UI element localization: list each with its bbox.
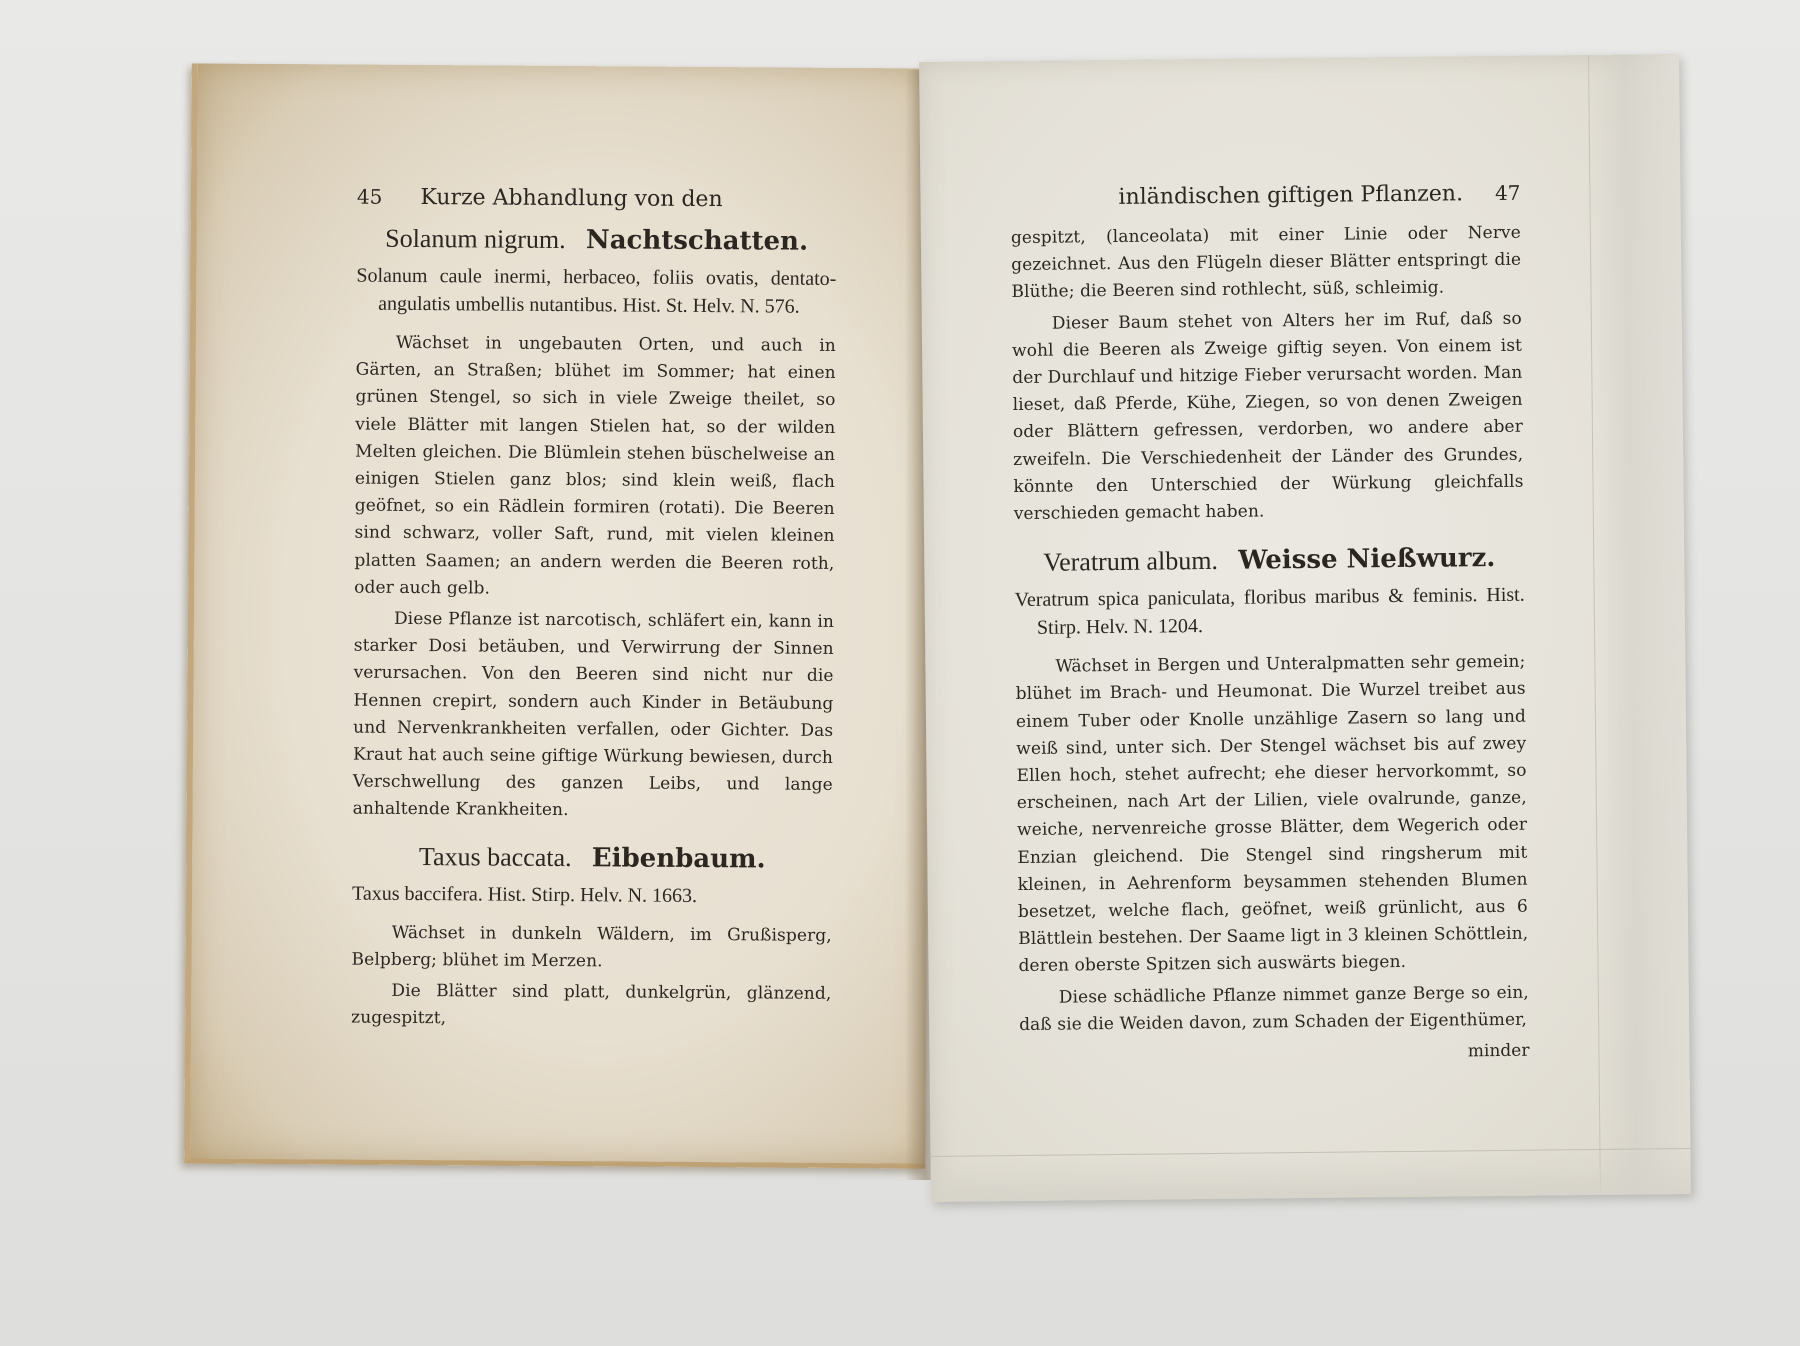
right-running-title: inländischen giftigen Pflanzen. (1118, 181, 1464, 210)
taxus-paragraph-1: Wächset in dunkeln Wäldern, im Grußisperg, Belpberg; blühet im Merzen. (351, 922, 832, 972)
veratrum-latin-name: Veratrum album. (1043, 546, 1219, 577)
taxus-continuation-paragraph: gespitzt, (lanceolata) mit einer Linie oder Nerve gezeichnet. Aus den Flügeln dieser Blätter entspringt die Blüthe; die Beeren sind rothlecht, süß, schleimig. (1010, 222, 1522, 303)
taxus-toxicity-paragraph: Dieser Baum stehet von Alters her im Ruf, daß so wohl die Beeren als Zweige giftig seyen. Von einem ist der Durchlauf und hitzige Fieber verursacht worden. Man lieset, daß Pferde, Kühe, Ziegen, so von denen Zweigen oder Blättern gefressen, verdorben, wo andere aber zweifeln. Die Verschiedenheit der Länder des Grundes, könnte den Unterschied der Würkung gleichfalls verschieden gemacht haben. (1011, 308, 1524, 525)
left-running-head (357, 185, 837, 213)
taxus-latin-name: Taxus baccata. (418, 841, 572, 872)
taxus-german-name: Eibenbaum. (591, 842, 766, 875)
taxus-paragraph-2: Die Blätter sind platt, dunkelgrün, glänzend, zugespitzt, (351, 980, 832, 1029)
veratrum-german-name: Weisse Nießwurz. (1238, 543, 1496, 576)
solanum-description: Solanum caule inermi, herbaceo, foliis ovatis, dentato-angulatis umbellis nutantibus. Hist. St. Helv. N. 576. (356, 264, 837, 318)
solanum-latin-name: Solanum nigrum. (385, 223, 566, 255)
right-catchword: minder (1467, 1040, 1530, 1062)
taxus-heading (352, 841, 832, 874)
solanum-paragraph-1: Wächset in ungebauten Orten, und auch in Gärten, an Straßen; blühet im Sommer; hat einen grünen Stengel, so sich in viele Zweige theilet, so viele Blätter mit langen Stielen hat, so der wilden Melten gleichen. Die Blümlein stehen büschelweise an einigen Stielen ganz blos; sind klein weiß, flach geöfnet, so ein Rädlein formiren (rotati). Die Beeren sind schwarz, voller Saft, rund, mit vielen kleinen platten Saamen; an andern werden die Beeren roth, oder auch gelb. (354, 332, 836, 599)
wrapper-fold-bottom (931, 1148, 1691, 1202)
solanum-paragraph-2: Diese Pflanze ist narcotisch, schläfert ein, kann in starker Dosi betäuben, und Verwirrung der Sinnen verursachen. Von den Beeren sind nicht nur die Hennen crepirt, sondern auch Kinder in Betäubung und Nervenkrankheiten verfallen, oder Gichter. Das Kraut hat auch seine giftige Würkung bewiesen, durch Verschwellung des ganzen Leibs, und lange anhaltende Krankheiten. (352, 608, 835, 821)
right-page-text (1010, 181, 1529, 1069)
left-page-text (351, 185, 837, 1040)
left-running-title: Kurze Abhandlung von den (420, 185, 723, 213)
wrapper-fold-right (1588, 54, 1691, 1195)
right-page-number: 47 (1494, 180, 1521, 205)
left-page-number: 45 (356, 184, 383, 209)
right-running-head (1010, 181, 1520, 211)
veratrum-heading (1014, 543, 1524, 578)
veratrum-description: Veratrum spica paniculata, floribus maribus & feminis. Hist. Stirp. Helv. N. 1204. (1014, 583, 1525, 640)
solanum-heading (357, 224, 837, 257)
veratrum-paragraph-1: Wächset in Bergen und Unteralpmatten sehr gemein; blühet im Brach- und Heumonat. Die Wurzel treibet aus einem Tuber oder Knolle unzählige Zasern so lang und weiß sind, unter sich. Der Stengel wächset bis auf zwey Ellen hoch, stehet aufrecht; ehe dieser hervorkommt, so erscheinen, nach Art der Lilien, viele ovalrunde, ganze, weiche, nervenreiche grosse Blätter, dem Wegerich oder Enzian gleichend. Die Stengel sind ringsherum mit kleinen, in Aehrenform beysammen stehenden Blumen besetzet, welche flach, geöfnet, weiß grünlicht, aus 6 Blättlein bestehen. Der Saame ligt in 3 kleinen Schöttlein, deren oberste Spitzen sich auswärts biegen. (1015, 651, 1529, 977)
taxus-description: Taxus baccifera. Hist. Stirp. Helv. N. 1663. (351, 882, 698, 907)
veratrum-paragraph-2: Diese schädliche Pflanze nimmet ganze Berge so ein, daß sie die Weiden davon, zum Schaden der Eigenthümer, (1019, 982, 1529, 1035)
right-page (919, 54, 1691, 1202)
solanum-german-name: Nachtschatten. (585, 225, 809, 257)
left-page (184, 63, 933, 1168)
